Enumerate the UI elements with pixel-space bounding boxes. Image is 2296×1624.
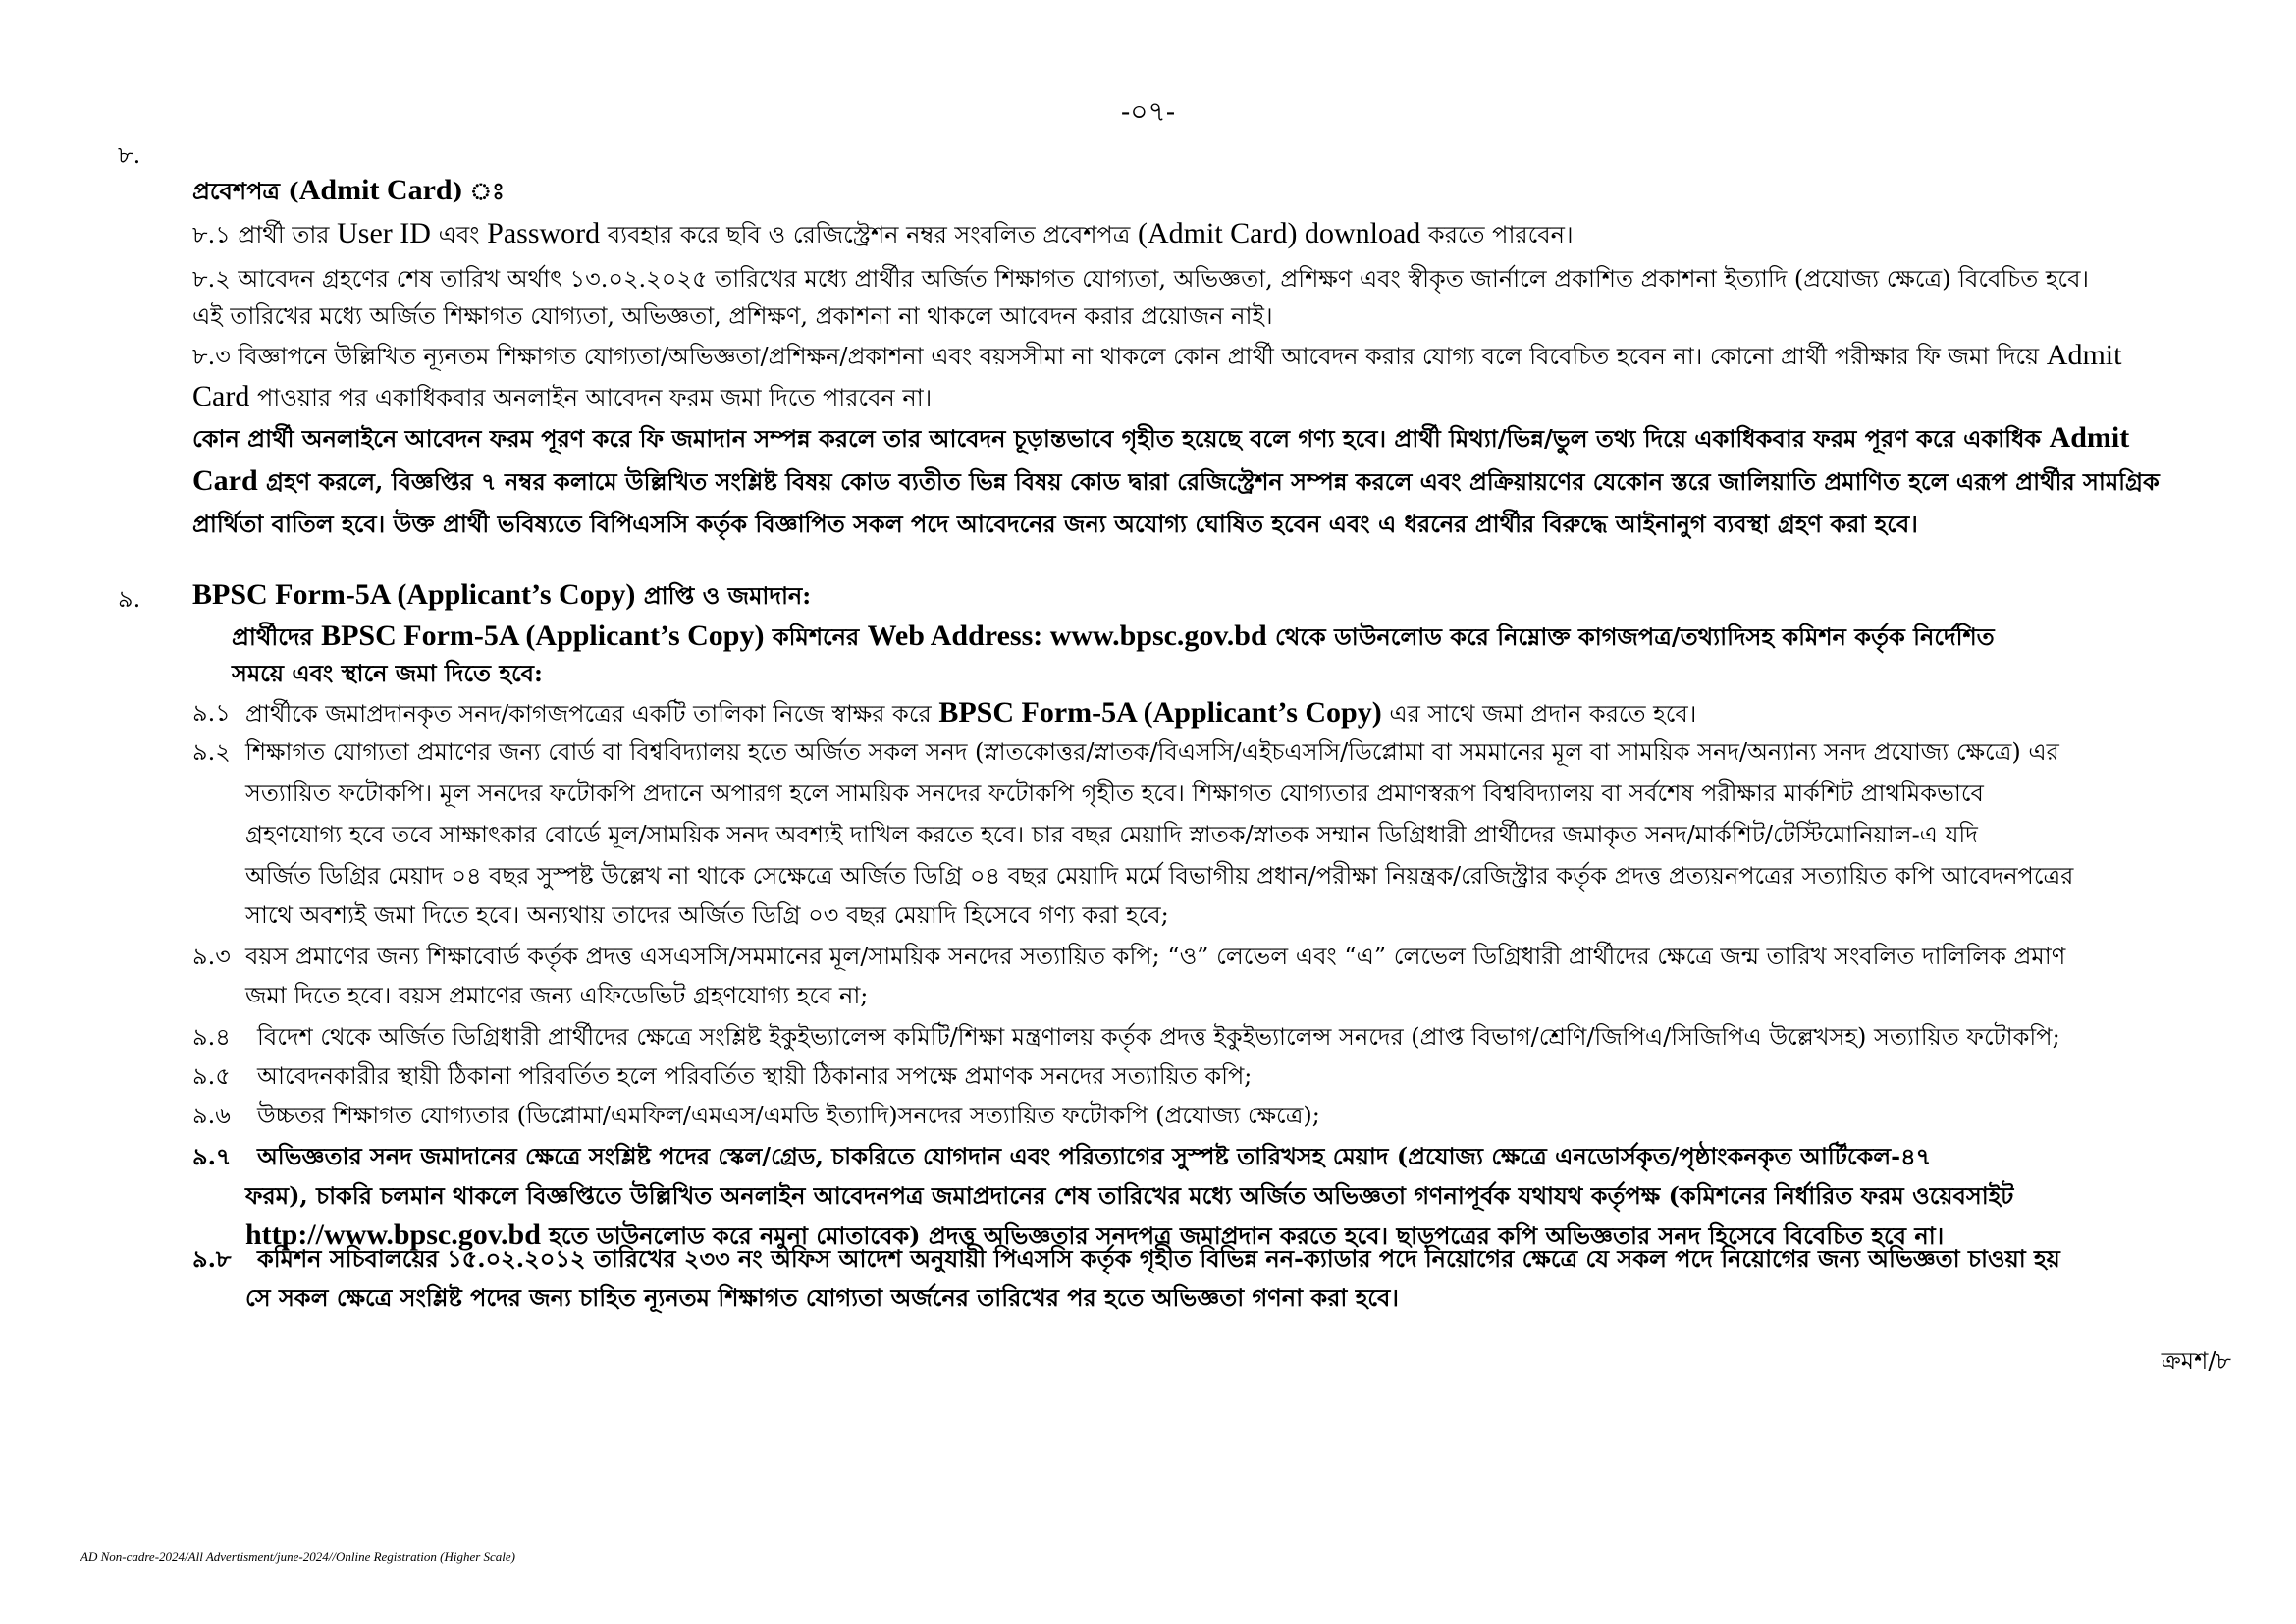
intro-form: BPSC Form-5A (Applicant’s Copy)	[321, 620, 765, 652]
section-9-heading	[192, 573, 811, 618]
section-9-number: ৯.	[118, 585, 141, 613]
item-9-6: উচ্চতর শিক্ষাগত যোগ্যতার (ডিপ্লোমা/এমফিল/এমএস/এমডি ইত্যাদি)সনদের সত্যায়িত ফটোকপি (প্রযোজ্য ক্ষেত্রে);	[257, 1102, 1320, 1129]
item-9-2-number: ৯.২	[192, 738, 231, 766]
bold-notice-line-2	[192, 460, 2160, 504]
bold-notice-line-1	[192, 416, 2129, 460]
item-9-2-line-4: অর্জিত ডিগ্রির মেয়াদ ০৪ বছর সুস্পষ্ট উল্লেখ না থাকে সেক্ষেত্রে অর্জিত ডিগ্রি ০৪ বছর মেয়াদি মর্মে বিভাগীয় প্রধান/পরীক্ষা নিয়ন্ত্রক/রেজিস্ট্রার কর্তৃক প্রদত্ত প্রত্যয়নপত্রের সত্যায়িত কপি আবেদনপত্রের	[245, 862, 2074, 890]
p81-text-c: ব্যবহার করে ছবি ও রেজিস্ট্রেশন নম্বর সংবলিত প্রবেশপত্র	[600, 221, 1138, 248]
bold-notice-admit: Admit	[2049, 421, 2130, 454]
item-9-4: বিদেশ থেকে অর্জিত ডিগ্রিধারী প্রার্থীদের ক্ষেত্রে সংশ্লিষ্ট ইকুইভ্যালেন্স কমিটি/শিক্ষা মন্ত্রণালয় কর্তৃক প্রদত্ত ইকুইভ্যালেন্স সনদের (প্রাপ্ত বিভাগ/শ্রেণি/জিপিএ/সিজিপিএ উল্লেখসহ) সত্যায়িত ফটোকপি;	[257, 1023, 2060, 1051]
paragraph-8-2-line-2: এই তারিখের মধ্যে অর্জিত শিক্ষাগত যোগ্যতা, অভিজ্ঞতা, প্রশিক্ষণ, প্রকাশনা না থাকলে আবেদন করার প্রয়োজন নাই।	[192, 302, 1273, 330]
bold-notice-text-1: কোন প্রার্থী অনলাইনে আবেদন ফরম পূরণ করে ফি জমাদান সম্পন্ন করলে তার আবেদন চূড়ান্তভাবে গৃহীত হয়েছে বলে গণ্য হবে। প্রার্থী মিথ্যা/ভিন্ন/ভুল তথ্য দিয়ে একাধিকবার ফরম পূরণ করে একাধিক	[192, 424, 2050, 453]
p81-text-b: এবং	[430, 221, 488, 248]
p81-userid: User ID	[337, 217, 431, 249]
item-9-5-number: ৯.৫	[192, 1062, 231, 1090]
paragraph-8-1	[192, 212, 1574, 256]
p91-text-a: প্রার্থীকে জমাপ্রদানকৃত সনদ/কাগজপত্রের একটি তালিকা নিজে স্বাক্ষর করে	[245, 700, 939, 728]
admit-card-title-en: Admit Card	[298, 174, 453, 206]
item-9-1	[245, 691, 1696, 735]
p83-card: Card	[192, 380, 250, 412]
admit-card-title-bn: প্রবেশপত্র (	[192, 177, 299, 205]
continued-marker: ক্রমশ/৮	[2161, 1347, 2231, 1375]
admit-card-title-end: ) ঃ	[452, 177, 505, 205]
page-number: -০৭-	[1120, 95, 1176, 128]
item-9-8-line-2: সে সকল ক্ষেত্রে সংশ্লিষ্ট পদের জন্য চাহিত ন্যূনতম শিক্ষাগত যোগ্যতা অর্জনের তারিখের পর হতে অভিজ্ঞতা গণনা করা হবে।	[245, 1283, 1399, 1312]
p83-text: ৮.৩ বিজ্ঞাপনে উল্লিখিত ন্যূনতম শিক্ষাগত যোগ্যতা/অভিজ্ঞতা/প্রশিক্ষন/প্রকাশনা এবং বয়সসীমা না থাকলে কোন প্রার্থী আবেদন করার যোগ্য বলে বিবেচিত হবেন না। কোনো প্রার্থী পরীক্ষার ফি জমা দিয়ে	[192, 343, 2047, 370]
item-9-7-line-1: অভিজ্ঞতার সনদ জমাদানের ক্ষেত্রে সংশ্লিষ্ট পদের স্কেল/গ্রেড, চাকরিতে যোগদান এবং পরিত্যাগের সুস্পষ্ট তারিখসহ মেয়াদ (প্রযোজ্য ক্ষেত্রে এনডোর্সকৃত/পৃষ্ঠাংকনকৃত আর্টিকেল-৪৭	[257, 1142, 1932, 1170]
p81-text-d: করতে পারবেন।	[1420, 221, 1574, 248]
paragraph-8-3-line-1	[192, 334, 2121, 378]
bold-notice-card: Card	[192, 464, 258, 497]
footer-file-path: AD Non-cadre-2024/All Advertisment/june-2024//Online Registration (Higher Scale)	[80, 1549, 516, 1564]
p81-password: Password	[487, 217, 601, 249]
item-9-1-number: ৯.১	[192, 699, 231, 727]
p83-admit: Admit	[2046, 339, 2122, 371]
item-9-6-number: ৯.৬	[192, 1102, 231, 1129]
item-9-8-number: ৯.৮	[192, 1244, 232, 1272]
section-9-title-bn: প্রাপ্তি ও জমাদান:	[635, 581, 812, 610]
paragraph-8-2-line-1: ৮.২ আবেদন গ্রহণের শেষ তারিখ অর্থাৎ ১৩.০২.২০২৫ তারিখের মধ্যে প্রার্থীর অর্জিত শিক্ষাগত যোগ্যতা, অভিজ্ঞতা, প্রশিক্ষণ এবং স্বীকৃত জার্নালে প্রকাশিত প্রকাশনা ইত্যাদি (প্রযোজ্য ক্ষেত্রে) বিবেচিত হবে।	[192, 265, 2090, 293]
item-9-3-line-1: বয়স প্রমাণের জন্য শিক্ষাবোর্ড কর্তৃক প্রদত্ত এসএসসি/সমমানের মূল/সাময়িক সনদের সত্যায়িত কপি; “ও” লেভেল এবং “এ” লেভেল ডিগ্রিধারী প্রার্থীদের ক্ষেত্রে জন্ম তারিখ সংবলিত দালিলিক প্রমাণ	[245, 943, 2066, 970]
item-9-4-number: ৯.৪	[192, 1023, 231, 1051]
item-9-2-line-2: সত্যায়িত ফটোকপি। মূল সনদের ফটোকপি প্রদানে অপারগ হলে সাময়িক সনদের ফটোকপি গৃহীত হবে। শিক্ষাগত যোগ্যতার প্রমাণস্বরূপ বিশ্ববিদ্যালয় বা সর্বশেষ পরীক্ষার মার্কশিট প্রাথমিকভাবে	[245, 780, 1984, 807]
item-9-2-line-1: শিক্ষাগত যোগ্যতা প্রমাণের জন্য বোর্ড বা বিশ্ববিদ্যালয় হতে অর্জিত সকল সনদ (স্নাতকোত্তর/স্নাতক/বিএসসি/এইচএসসি/ডিপ্লোমা বা সমমানের মূল বা সাময়িক সনদ/অন্যান্য সনদ প্রযোজ্য ক্ষেত্রে) এর	[245, 738, 2059, 766]
item-9-3-number: ৯.৩	[192, 943, 231, 970]
paragraph-8-3-line-2	[192, 375, 932, 419]
section-8-heading	[192, 169, 505, 213]
p97-text-3: হতে ডাউনলোড করে নমুনা মোতাবেক) প্রদত্ত অভিজ্ঞতার সনদপত্র জমাপ্রদান করতে হবে। ছাড়পত্রের কপি অভিজ্ঞতার সনদ হিসেবে বিবেচিত হবে না।	[540, 1221, 1945, 1250]
item-9-2-line-5: সাথে অবশ্যই জমা দিতে হবে। অন্যথায় তাদের অর্জিত ডিগ্রি ০৩ বছর মেয়াদি হিসেবে গণ্য করা হবে;	[245, 901, 1169, 929]
section-9-intro-line-2: সময়ে এবং স্থানে জমা দিতে হবে:	[232, 659, 543, 687]
intro-text-b: কমিশনের	[764, 623, 868, 651]
p81-admit-card: (Admit Card) download	[1138, 217, 1421, 249]
bold-notice-text-2: গ্রহণ করলে, বিজ্ঞপ্তির ৭ নম্বর কলামে উল্লিখিত সংশ্লিষ্ট বিষয় কোড ব্যতীত ভিন্ন বিষয় কোড দ্বারা রেজিস্ট্রেশন সম্পন্ন করলে এবং প্রক্রিয়ায়ণের যেকোন স্তরে জালিয়াতি প্রমাণিত হলে এরূপ প্রার্থীর সামগ্রিক	[257, 467, 2160, 496]
intro-text-c: থেকে ডাউনলোড করে নিম্নোক্ত কাগজপত্র/তথ্যাদিসহ কমিশন কর্তৃক নির্দেশিত	[1266, 623, 1995, 651]
p81-text-a: ৮.১ প্রার্থী তার	[192, 221, 338, 248]
item-9-2-line-3: গ্রহণযোগ্য হবে তবে সাক্ষাৎকার বোর্ডে মূল/সাময়িক সনদ অবশ্যই দাখিল করতে হবে। চার বছর মেয়াদি স্নাতক/স্নাতক সম্মান ডিগ্রিধারী প্রার্থীদের জমাকৃত সনদ/মার্কশিট/টেস্টিমোনিয়াল-এ যদি	[245, 821, 1978, 848]
section-8-number: ৮.	[118, 141, 141, 169]
intro-text-a: প্রার্থীদের	[232, 623, 322, 651]
p91-form: BPSC Form-5A (Applicant’s Copy)	[938, 696, 1382, 729]
item-9-7-line-2: ফরম), চাকরি চলমান থাকলে বিজ্ঞপ্তিতে উল্লিখিত অনলাইন আবেদনপত্র জমাপ্রদানের শেষ তারিখের মধ্যে অর্জিত অভিজ্ঞতা গণনাপূর্বক যথাযথ কর্তৃপক্ষ (কমিশনের নির্ধারিত ফরম ওয়েবসাইট	[245, 1181, 2014, 1210]
item-9-5: আবেদনকারীর স্থায়ী ঠিকানা পরিবর্তিত হলে পরিবর্তিত স্থায়ী ঠিকানার সপক্ষে প্রমাণক সনদের সত্যায়িত কপি;	[257, 1062, 1253, 1090]
section-9-title-en: BPSC Form-5A (Applicant’s Copy)	[192, 578, 636, 611]
p83-text-2: পাওয়ার পর একাধিকবার অনলাইন আবেদন ফরম জমা দিতে পারবেন না।	[249, 384, 933, 411]
bold-notice-line-3: প্রার্থিতা বাতিল হবে। উক্ত প্রার্থী ভবিষ্যতে বিপিএসসি কর্তৃক বিজ্ঞাপিত সকল পদে আবেদনের জন্য অযোগ্য ঘোষিত হবেন এবং এ ধরনের প্রার্থীর বিরুদ্ধে আইনানুগ ব্যবস্থা গ্রহণ করা হবে।	[192, 510, 1918, 538]
item-9-8-line-1: কমিশন সচিবালয়ের ১৫.০২.২০১২ তারিখের ২৩৩ নং অফিস আদেশ অনুযায়ী পিএসসি কর্তৃক গৃহীত বিভিন্ন নন-ক্যাডার পদে নিয়োগের ক্ষেত্রে যে সকল পদে নিয়োগের জন্য অভিজ্ঞতা চাওয়া হয়	[257, 1244, 2060, 1272]
intro-web-address: Web Address: www.bpsc.gov.bd	[867, 620, 1267, 652]
item-9-3-line-2: জমা দিতে হবে। বয়স প্রমাণের জন্য এফিডেভিট গ্রহণযোগ্য হবে না;	[245, 982, 869, 1009]
item-9-7-number: ৯.৭	[192, 1142, 232, 1170]
p91-text-b: এর সাথে জমা প্রদান করতে হবে।	[1381, 700, 1697, 728]
bpsc-url-link[interactable]: http://www.bpsc.gov.bd	[245, 1218, 541, 1251]
